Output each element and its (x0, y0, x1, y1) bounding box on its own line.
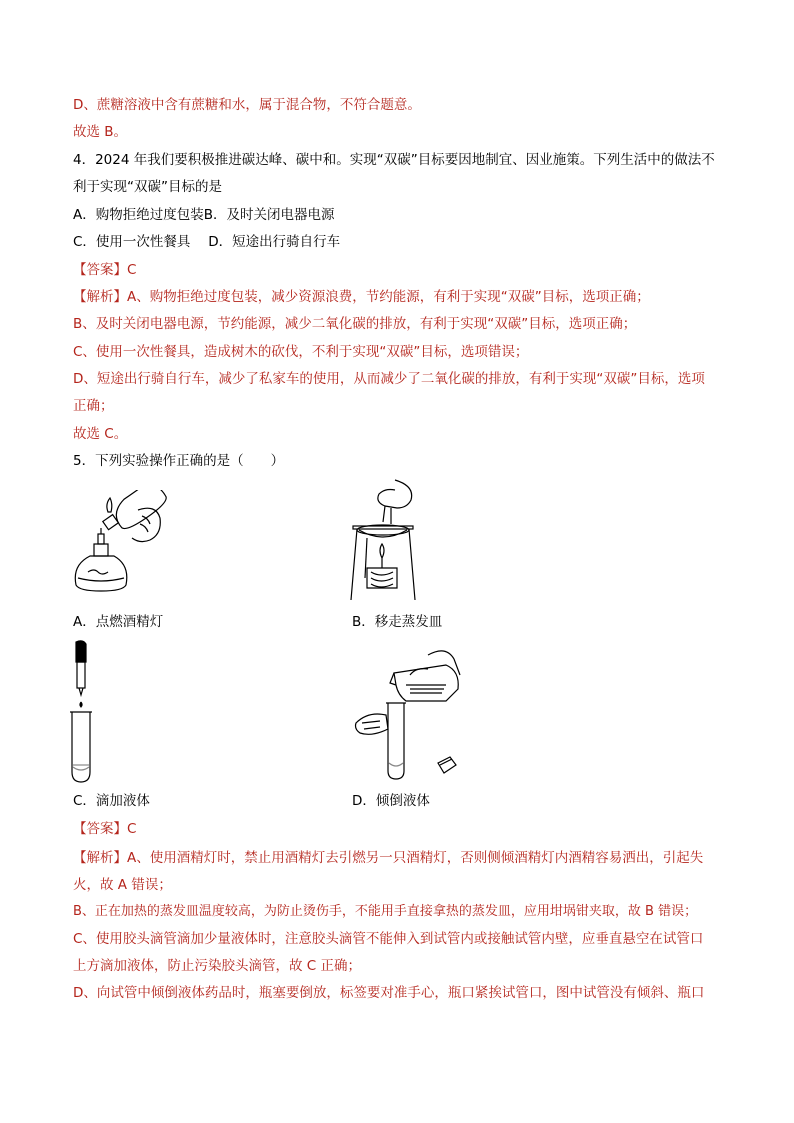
q4-stem-line-2: 利于实现“双碳”目标的是 (73, 179, 222, 195)
q4-analysis-d-line-2: 正确； (73, 398, 114, 414)
q5-stem: 5．下列实验操作正确的是（ ） (73, 453, 285, 469)
q5-analysis-c-line-2: 上方滴加液体，防止污染胶头滴管，故 C 正确； (73, 958, 362, 974)
q5-caption-a: A．点燃酒精灯 (73, 614, 164, 630)
q4-options-ab: A．购物拒绝过度包装B．及时关闭电器电源 (73, 207, 335, 223)
q5-analysis-d: D、向试管中倾倒液体药品时，瓶塞要倒放，标签要对准手心，瓶口紧挨试管口，图中试管没有倾斜、瓶口 (73, 985, 705, 1001)
q5-analysis-b: B、正在加热的蒸发皿温度较高，为防止烫伤手，不能用手直接拿热的蒸发皿，应用坩埚钳夹取，故 B 错误； (73, 904, 698, 919)
q4-analysis-c: C、使用一次性餐具，造成树木的砍伐，不利于实现“双碳”目标，选项错误； (73, 344, 529, 360)
q4-choose: 故选 C。 (73, 426, 128, 442)
q5-analysis-a-line-1: 【解析】A、使用酒精灯时，禁止用酒精灯去引燃另一只酒精灯，否则侧倾酒精灯内酒精容易洒出，引起失 (73, 850, 704, 866)
alcohol-lamp-lighting-illustration (68, 490, 168, 600)
dropper-test-tube-illustration (68, 640, 98, 785)
q5-answer: 【答案】C (73, 821, 137, 837)
q4-analysis-a: 【解析】A、购物拒绝过度包装，减少资源浪费，节约能源，有利于实现“双碳”目标，选项正确； (73, 289, 650, 305)
q3-option-d-analysis: D、蔗糖溶液中含有蔗糖和水，属于混合物，不符合题意。 (73, 97, 421, 113)
pouring-liquid-illustration (350, 645, 470, 780)
q4-answer: 【答案】C (73, 262, 137, 278)
q5-caption-d: D．倾倒液体 (352, 793, 430, 809)
q4-analysis-d-line-1: D、短途出行骑自行车，减少了私家车的使用，从而减少了二氧化碳的排放，有利于实现“双碳”目标，选项 (73, 371, 705, 387)
q5-caption-b: B．移走蒸发皿 (352, 614, 443, 630)
q4-options-cd: C．使用一次性餐具 D．短途出行骑自行车 (73, 234, 341, 250)
q5-analysis-a-line-2: 火，故 A 错误； (73, 877, 172, 893)
q5-caption-c: C．滴加液体 (73, 793, 150, 809)
q5-analysis-c-line-1: C、使用胶头滴管滴加少量液体时，注意胶头滴管不能伸入到试管内或接触试管内壁，应垂直悬空在试管口 (73, 931, 704, 947)
q4-analysis-b: B、及时关闭电器电源，节约能源，减少二氧化碳的排放，有利于实现“双碳”目标，选项正确； (73, 316, 637, 332)
q4-stem-line-1: 4．2024 年我们要积极推进碳达峰、碳中和。实现“双碳”目标要因地制宜、因业施策。下列生活中的做法不 (73, 152, 715, 168)
q3-choose: 故选 B。 (73, 124, 128, 140)
evaporating-dish-illustration (345, 478, 425, 603)
